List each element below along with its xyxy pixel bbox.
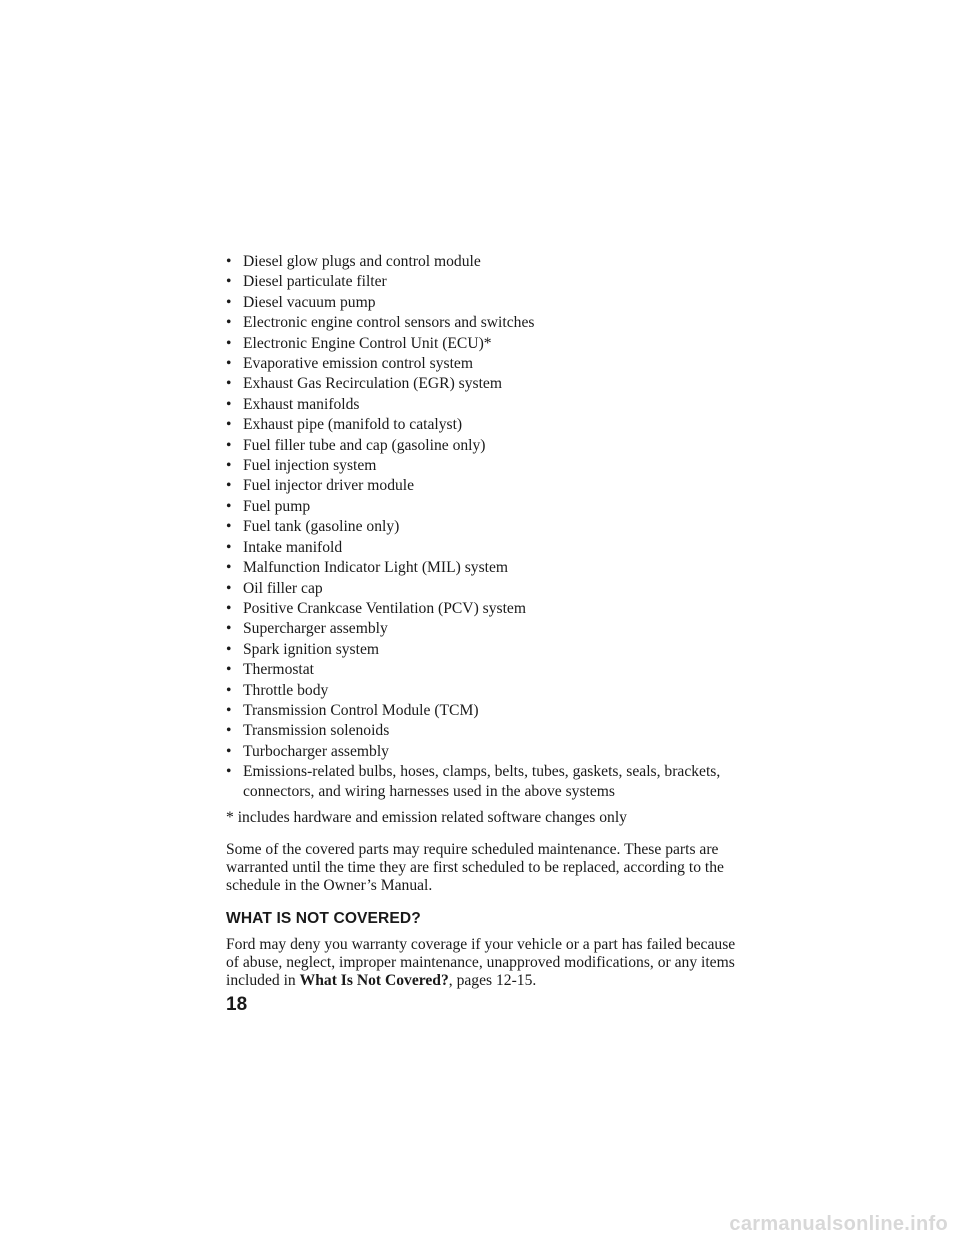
bullet-icon: • (226, 559, 232, 577)
list-item (226, 497, 746, 517)
not-covered-paragraph (226, 936, 736, 990)
list-item-text: Exhaust manifolds (243, 395, 360, 413)
list-item-text: Fuel injection system (243, 457, 377, 475)
bullet-icon: • (226, 355, 232, 373)
list-item (226, 619, 746, 639)
bullet-icon: • (226, 273, 232, 291)
list-item (226, 579, 746, 599)
list-item-text: Fuel tank (gasoline only) (243, 518, 400, 536)
bullet-icon: • (226, 375, 232, 393)
list-item-text: Diesel particulate filter (243, 273, 387, 291)
section-heading: WHAT IS NOT COVERED? (226, 910, 421, 928)
list-item-text: Emissions-related bulbs, hoses, clamps, belts, tubes, gaskets, seals, brackets, connectors, and wiring harnesses used in the above systems (243, 763, 721, 801)
bullet-icon: • (226, 477, 232, 495)
bullet-icon: • (226, 314, 232, 332)
list-item (226, 517, 746, 537)
list-item (226, 721, 746, 741)
list-item-text: Supercharger assembly (243, 620, 388, 638)
bullet-icon: • (226, 640, 232, 658)
bullet-icon: • (226, 416, 232, 434)
list-item (226, 476, 746, 496)
list-item-text: Transmission solenoids (243, 722, 390, 740)
list-item-text: Fuel injector driver module (243, 477, 415, 495)
bullet-icon: • (226, 293, 232, 311)
list-item (226, 272, 746, 292)
list-item-text: Thermostat (243, 661, 315, 679)
list-item (226, 334, 746, 354)
list-item-text: Diesel vacuum pump (243, 293, 376, 311)
list-item-text: Evaporative emission control system (243, 355, 473, 373)
not-covered-text: Ford may deny you warranty coverage if your vehicle or a part has failed because of abuse, neglect, improper maintenance, unapproved modifications, or any items included in (226, 936, 736, 990)
list-item (226, 558, 746, 578)
footnote: * includes hardware and emission related software changes only (226, 809, 627, 827)
list-item-text: Fuel pump (243, 497, 311, 515)
not-covered-pages: , pages 12-15. (448, 972, 537, 990)
bullet-icon: • (226, 436, 232, 454)
list-item (226, 354, 746, 374)
page-number: 18 (226, 994, 248, 1015)
watermark: carmanualsonline.info (729, 1213, 948, 1235)
list-item (226, 374, 746, 394)
list-item-text: Transmission Control Module (TCM) (243, 701, 479, 719)
bullet-icon: • (226, 334, 232, 352)
list-item-text: Oil filler cap (243, 579, 323, 597)
list-item-text: Throttle body (243, 681, 329, 699)
list-item (226, 436, 746, 456)
list-item (226, 762, 746, 802)
bullet-icon: • (226, 253, 232, 270)
bullet-icon: • (226, 742, 232, 760)
bullet-icon: • (226, 701, 232, 719)
maintenance-paragraph: Some of the covered parts may require scheduled maintenance. These parts are warranted until the time they are first scheduled to be replaced, according to the schedule in the Owner’s Manual. (226, 841, 724, 895)
bullet-icon: • (226, 395, 232, 413)
list-item (226, 681, 746, 701)
list-item (226, 701, 746, 721)
bullet-icon: • (226, 681, 232, 699)
list-item (226, 313, 746, 333)
list-item (226, 395, 746, 415)
list-item (226, 293, 746, 313)
list-item-text: Exhaust pipe (manifold to catalyst) (243, 416, 463, 434)
covered-parts-list (226, 252, 746, 802)
list-item-text: Electronic engine control sensors and switches (243, 314, 535, 332)
list-item (226, 538, 746, 558)
list-item (226, 599, 746, 619)
list-item (226, 252, 746, 272)
bullet-icon: • (226, 661, 232, 679)
list-item (226, 640, 746, 660)
list-item (226, 415, 746, 435)
list-item (226, 660, 746, 680)
list-item-text: Electronic Engine Control Unit (ECU)* (243, 334, 492, 352)
bullet-icon: • (226, 579, 232, 597)
list-item-text: Malfunction Indicator Light (MIL) system (243, 559, 509, 577)
list-item-text: Fuel filler tube and cap (gasoline only) (243, 436, 486, 454)
page-content (226, 252, 746, 990)
bullet-icon: • (226, 518, 232, 536)
list-item-text: Intake manifold (243, 538, 343, 556)
list-item-text: Exhaust Gas Recirculation (EGR) system (243, 375, 502, 393)
bullet-icon: • (226, 763, 232, 781)
list-item (226, 456, 746, 476)
bullet-icon: • (226, 538, 232, 556)
bullet-icon: • (226, 457, 232, 475)
list-item-text: Diesel glow plugs and control module (243, 253, 481, 270)
list-item-text: Positive Crankcase Ventilation (PCV) system (243, 599, 526, 617)
bullet-icon: • (226, 722, 232, 740)
bullet-icon: • (226, 599, 232, 617)
cross-reference: What Is Not Covered? (299, 972, 449, 990)
list-item (226, 742, 746, 762)
list-item-text: Spark ignition system (243, 640, 380, 658)
list-item-text: Turbocharger assembly (243, 742, 389, 760)
bullet-icon: • (226, 497, 232, 515)
bullet-icon: • (226, 620, 232, 638)
